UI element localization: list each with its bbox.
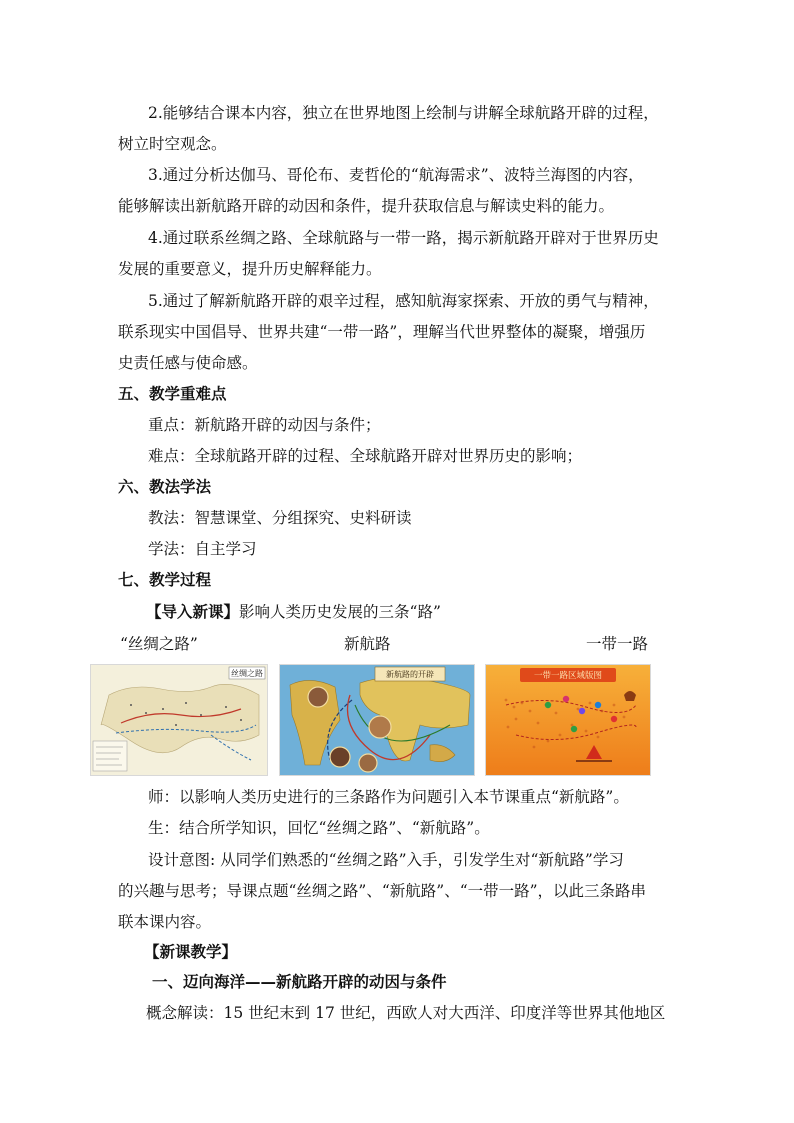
caption-silk-road: “丝绸之路”: [120, 635, 198, 653]
silk-road-map-image: [90, 664, 268, 776]
objective-5-line-3: 史责任感与使命感。: [118, 354, 258, 372]
objective-2-line-1: 2.能够结合课本内容，独立在世界地图上绘制与讲解全球航路开辟的过程，: [148, 104, 659, 122]
section-heading-process: 七、教学过程: [118, 571, 212, 589]
teacher-line: 师：以影响人类历史进行的三条路作为问题引入本节课重点“新航路”。: [148, 788, 629, 806]
design-intent-line-3: 联本课内容。: [118, 913, 212, 931]
difficult-point-line: 难点：全球航路开辟的过程、全球航路开辟对世界历史的影响；: [148, 447, 583, 465]
navigator-portrait-3: [330, 747, 350, 767]
objective-3-line-1: 3.通过分析达伽马、哥伦布、麦哲伦的“航海需求”、波特兰海图的内容，: [148, 166, 644, 184]
new-route-map-title: 新航路的开辟: [386, 670, 434, 679]
objective-4-line-1: 4.通过联系丝绸之路、全球航路与一带一路，揭示新航路开辟对于世界历史: [148, 229, 659, 247]
objective-5-line-2: 联系现实中国倡导、世界共建“一带一路”，理解当代世界整体的凝聚，增强历: [118, 323, 646, 341]
new-route-map-image: [279, 664, 475, 776]
design-intent-line-2: 的兴趣与思考；导课点题“丝绸之路”、“新航路”、“一带一路”，以此三条路串: [118, 882, 647, 900]
navigator-portrait-1: [308, 687, 328, 707]
objective-4-line-2: 发展的重要意义，提升历史解释能力。: [118, 260, 382, 278]
learning-method-line: 学法：自主学习: [148, 540, 257, 558]
caption-new-route: 新航路: [344, 635, 391, 653]
student-line: 生：结合所学知识，回忆“丝绸之路”、“新航路”。: [148, 819, 490, 837]
intro-line: [146, 602, 441, 622]
new-lesson-heading: 【新课教学】: [144, 943, 238, 961]
navigator-portrait-4: [359, 754, 377, 772]
section-heading-key-points: 五、教学重难点: [118, 385, 227, 403]
belt-road-map-title: 一带一路区域版图: [533, 671, 603, 681]
new-route-map-drawing: [280, 665, 474, 775]
concept-line: 概念解读：15 世纪末到 17 世纪，西欧人对大西洋、印度洋等世界其他地区: [146, 1004, 666, 1022]
design-intent-line-1: 设计意图: 从同学们熟悉的“丝绸之路”入手，引发学生对“新航路”学习: [148, 851, 624, 869]
key-point-line: 重点：新航路开辟的动因与条件；: [148, 416, 381, 434]
silk-road-map-drawing: [91, 665, 267, 775]
subsection-heading-1: 一、迈向海洋——新航路开辟的动因与条件: [152, 973, 447, 991]
silk-road-map-title: 丝绸之路: [231, 669, 263, 678]
section-heading-methods: 六、教法学法: [118, 478, 212, 496]
navigator-portrait-2: [369, 716, 391, 738]
belt-road-map-image: [485, 664, 651, 776]
caption-belt-road: 一带一路: [586, 635, 649, 653]
belt-road-map-drawing: [486, 665, 650, 775]
objective-5-line-1: 5.通过了解新航路开辟的艰辛过程，感知航海家探索、开放的勇气与精神，: [148, 292, 659, 310]
intro-text: 影响人类历史发展的三条“路”: [239, 603, 441, 621]
objective-2-line-2: 树立时空观念。: [118, 135, 227, 153]
teaching-method-line: 教法：智慧课堂、分组探究、史料研读: [148, 509, 412, 527]
intro-label: 【导入新课】: [146, 603, 240, 621]
objective-3-line-2: 能够解读出新航路开辟的动因和条件，提升获取信息与解读史料的能力。: [118, 197, 615, 215]
